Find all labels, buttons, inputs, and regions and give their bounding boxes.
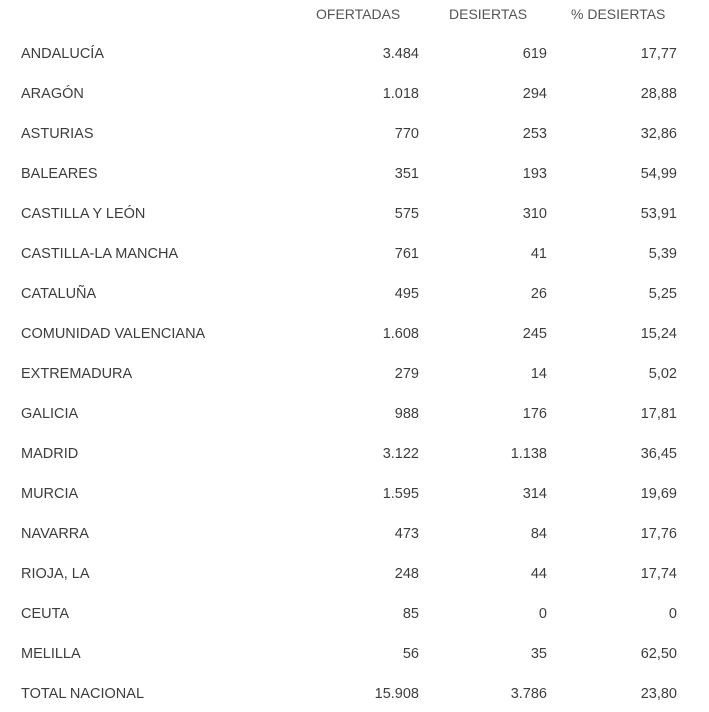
table-header — [0, 0, 709, 30]
desiertas-value: 35 — [530, 646, 547, 662]
desiertas-value: 310 — [522, 206, 547, 222]
region-name: CASTILLA Y LEÓN — [21, 206, 146, 222]
region-name: EXTREMADURA — [21, 366, 133, 382]
table-row — [0, 30, 709, 70]
pct-value: 17,74 — [640, 566, 677, 582]
region-name: NAVARRA — [21, 526, 89, 542]
ofertadas-value: 988 — [394, 406, 419, 422]
table-row — [0, 110, 709, 150]
table-row — [0, 390, 709, 430]
header-desiertas: DESIERTAS — [449, 6, 528, 22]
desiertas-value: 41 — [530, 246, 547, 262]
table-row — [0, 630, 709, 670]
pct-value: 17,76 — [640, 526, 677, 542]
ofertadas-value: 1.595 — [382, 486, 419, 502]
table-row — [0, 550, 709, 590]
region-name: CASTILLA-LA MANCHA — [21, 246, 179, 262]
table-row — [0, 70, 709, 110]
region-name: CATALUÑA — [21, 286, 97, 302]
region-name: COMUNIDAD VALENCIANA — [21, 326, 206, 342]
ofertadas-value: 15.908 — [374, 686, 419, 702]
region-name: BALEARES — [21, 166, 98, 182]
table-row — [0, 150, 709, 190]
ofertadas-value: 1.608 — [382, 326, 419, 342]
header-ofertadas: OFERTADAS — [316, 6, 401, 22]
ofertadas-value: 495 — [394, 286, 419, 302]
table-row — [0, 350, 709, 390]
desiertas-value: 0 — [538, 606, 547, 622]
desiertas-value: 3.786 — [510, 686, 547, 702]
table-row — [0, 230, 709, 270]
ofertadas-value: 248 — [394, 566, 419, 582]
desiertas-value: 84 — [530, 526, 547, 542]
desiertas-value: 1.138 — [510, 446, 547, 462]
table-row — [0, 190, 709, 230]
desiertas-value: 294 — [522, 86, 547, 102]
desiertas-value: 619 — [522, 46, 547, 62]
table-row — [0, 270, 709, 310]
region-name: MURCIA — [21, 486, 79, 502]
region-name: GALICIA — [21, 406, 79, 422]
ofertadas-value: 56 — [402, 646, 419, 662]
region-name: MADRID — [21, 446, 79, 462]
table-row — [0, 310, 709, 350]
pct-value: 23,80 — [640, 686, 677, 702]
desiertas-value: 253 — [522, 126, 547, 142]
region-name: TOTAL NACIONAL — [21, 686, 145, 702]
desiertas-value: 245 — [522, 326, 547, 342]
desiertas-value: 44 — [530, 566, 547, 582]
ofertadas-value: 770 — [394, 126, 419, 142]
pct-value: 53,91 — [640, 206, 677, 222]
ofertadas-value: 85 — [402, 606, 419, 622]
pct-value: 0 — [668, 606, 677, 622]
ofertadas-value: 761 — [394, 246, 419, 262]
region-name: ANDALUCÍA — [21, 46, 104, 62]
pct-value: 62,50 — [640, 646, 677, 662]
pct-value: 32,86 — [640, 126, 677, 142]
table-row — [0, 430, 709, 470]
pct-value: 17,81 — [640, 406, 677, 422]
region-name: CEUTA — [21, 606, 70, 622]
desiertas-value: 314 — [522, 486, 547, 502]
pct-value: 15,24 — [640, 326, 677, 342]
table-row — [0, 470, 709, 510]
region-name: MELILLA — [21, 646, 81, 662]
pct-value: 5,39 — [648, 246, 677, 262]
pct-value: 36,45 — [640, 446, 677, 462]
pct-value: 28,88 — [640, 86, 677, 102]
pct-value: 54,99 — [640, 166, 677, 182]
desiertas-value: 193 — [522, 166, 547, 182]
pct-value: 19,69 — [640, 486, 677, 502]
ofertadas-value: 3.484 — [382, 46, 419, 62]
region-name: RIOJA, LA — [21, 566, 90, 582]
table-row-total — [0, 670, 709, 710]
desiertas-value: 176 — [522, 406, 547, 422]
pct-value: 17,77 — [640, 46, 677, 62]
header-pct-desiertas: % DESIERTAS — [571, 6, 666, 22]
table-row — [0, 510, 709, 550]
ofertadas-value: 575 — [394, 206, 419, 222]
region-name: ASTURIAS — [21, 126, 94, 142]
ofertadas-value: 3.122 — [382, 446, 419, 462]
desiertas-value: 26 — [530, 286, 547, 302]
ofertadas-value: 279 — [394, 366, 419, 382]
pct-value: 5,25 — [648, 286, 677, 302]
ofertadas-value: 351 — [394, 166, 419, 182]
pct-value: 5,02 — [648, 366, 677, 382]
desiertas-value: 14 — [530, 366, 547, 382]
region-name: ARAGÓN — [21, 86, 84, 102]
ofertadas-value: 473 — [394, 526, 419, 542]
table-row — [0, 590, 709, 630]
ofertadas-value: 1.018 — [382, 86, 419, 102]
